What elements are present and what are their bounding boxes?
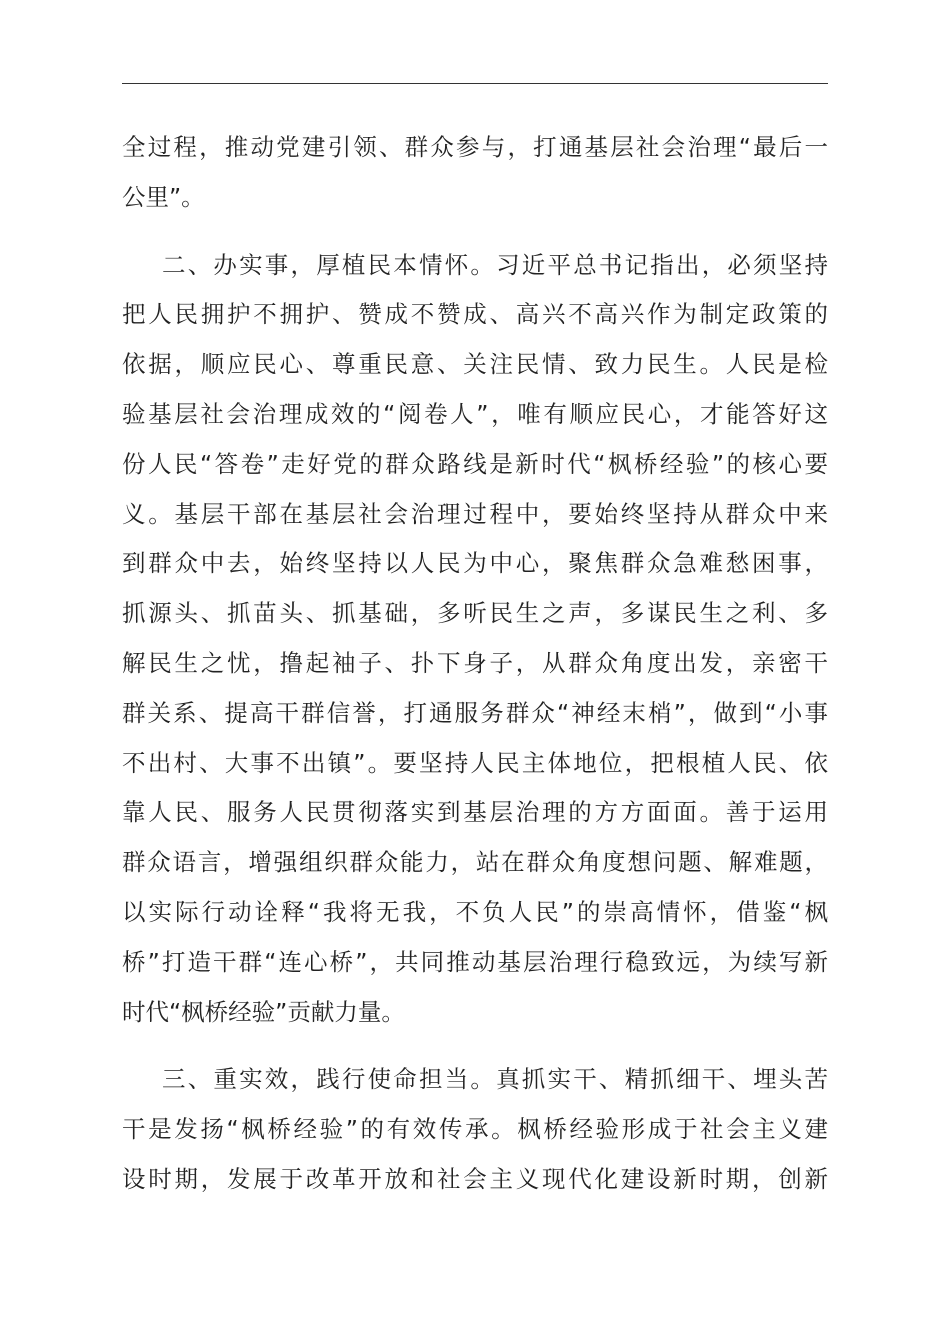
text-line: 公里”。 xyxy=(122,182,205,211)
header-rule xyxy=(122,83,828,84)
text-line: 验基层社会治理成效的“阅卷人”，唯有顺应民心，才能答好这 xyxy=(122,399,828,428)
paragraph-3 xyxy=(122,1055,828,1204)
text-line: 解民生之忧，撸起袖子、扑下身子，从群众角度出发，亲密干 xyxy=(122,648,828,677)
text-line: 三、重实效，践行使命担当。真抓实干、精抓细干、埋头苦 xyxy=(162,1065,828,1094)
text-line: 到群众中去，始终坚持以人民为中心，聚焦群众急难愁困事， xyxy=(122,549,828,578)
text-line: 时代“枫桥经验”贡献力量。 xyxy=(122,997,405,1026)
paragraph-gap xyxy=(122,223,828,241)
text-line: 干是发扬“枫桥经验”的有效传承。枫桥经验形成于社会主义建 xyxy=(122,1115,828,1144)
text-line: 全过程，推动党建引领、群众参与，打通基层社会治理“最后一 xyxy=(122,133,828,161)
text-line: 群关系、提高干群信誉，打通服务群众“神经末梢”，做到“小事 xyxy=(122,698,828,727)
text-line: 不出村、大事不出镇”。要坚持人民主体地位，把根植人民、依 xyxy=(122,748,828,777)
text-line: 义。基层干部在基层社会治理过程中，要始终坚持从群众中来 xyxy=(122,499,828,528)
text-line: 设时期，发展于改革开放和社会主义现代化建设新时期，创新 xyxy=(122,1164,828,1193)
text-line: 以实际行动诠释“我将无我，不负人民”的崇高情怀，借鉴“枫 xyxy=(122,897,828,926)
text-line: 依据，顺应民心、尊重民意、关注民情、致力民生。人民是检 xyxy=(122,350,828,379)
paragraph-gap xyxy=(122,1037,828,1055)
text-line: 靠人民、服务人民贯彻落实到基层治理的方方面面。善于运用 xyxy=(122,798,828,827)
body-text xyxy=(122,123,828,1205)
text-line: 二、办实事，厚植民本情怀。习近平总书记指出，必须坚持 xyxy=(162,250,828,279)
text-line: 桥”打造干群“连心桥”，共同推动基层治理行稳致远，为续写新 xyxy=(122,947,828,976)
paragraph-2 xyxy=(122,241,828,1038)
text-line: 抓源头、抓苗头、抓基础，多听民生之声，多谋民生之利、多 xyxy=(122,599,828,628)
text-line: 群众语言，增强组织群众能力，站在群众角度想问题、解难题， xyxy=(122,848,828,877)
text-line: 份人民“答卷”走好党的群众路线是新时代“枫桥经验”的核心要 xyxy=(122,449,828,478)
paragraph-1 xyxy=(122,123,828,223)
text-line: 把人民拥护不拥护、赞成不赞成、高兴不高兴作为制定政策的 xyxy=(122,300,828,329)
